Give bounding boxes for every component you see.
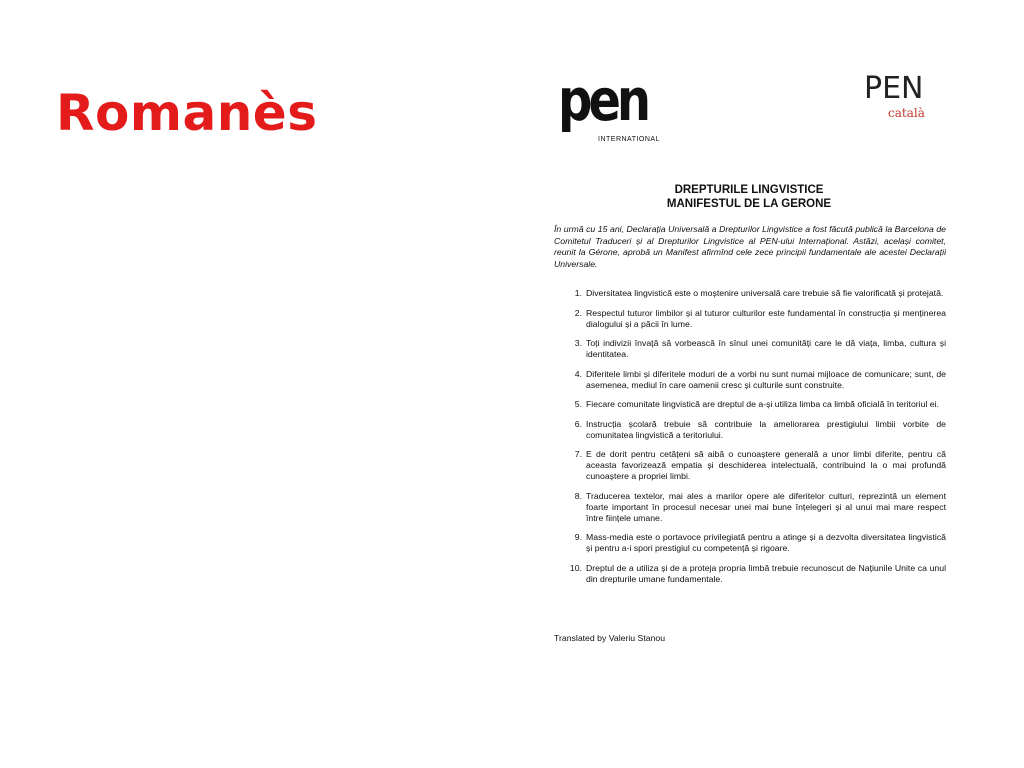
slide-title: Romanès bbox=[56, 84, 318, 142]
item-number: 10. bbox=[569, 562, 582, 573]
translator-credit: Translated by Valeriu Stanou bbox=[554, 633, 666, 643]
item-text: Instrucția școlară trebuie să contribuie la ameliorarea prestigiului limbii vorbite de comunitatea lingvistică a teritoriului. bbox=[586, 418, 946, 440]
pen-catala-logo-sub: català bbox=[888, 106, 925, 120]
item-text: Fiecare comunitate lingvistică are dreptul de a-și utiliza limba ca limbă oficială în teritoriul ei. bbox=[586, 399, 939, 409]
item-text: Toți indivizii învață să vorbească în sînul unei comunități care le dă viața, limba, cultura și identitatea. bbox=[586, 338, 946, 359]
item-number: 7. bbox=[574, 449, 582, 459]
list-item bbox=[554, 449, 946, 482]
item-number: 9. bbox=[574, 532, 582, 542]
pen-international-logo-word: pen bbox=[558, 67, 648, 135]
list-item bbox=[554, 532, 946, 554]
item-number: 8. bbox=[574, 490, 582, 501]
list-item bbox=[554, 563, 946, 585]
manifesto-document bbox=[548, 66, 950, 656]
item-number: 6. bbox=[574, 418, 582, 429]
list-item bbox=[554, 308, 946, 330]
item-text: Dreptul de a utiliza și de a proteja propria limbă trebuie recunoscut de Națiunile Unite ca unul din drepturile umane fundamentale. bbox=[586, 562, 946, 584]
item-number: 2. bbox=[574, 307, 582, 318]
item-number: 3. bbox=[574, 338, 582, 348]
list-item bbox=[554, 369, 946, 391]
document-title-line1: DREPTURILE LINGVISTICE bbox=[674, 184, 824, 196]
item-number: 5. bbox=[574, 399, 582, 409]
list-item bbox=[554, 419, 946, 441]
pen-international-logo bbox=[558, 67, 660, 143]
list-item bbox=[554, 288, 946, 299]
item-text: Diversitatea lingvistică este o moștenire universală care trebuie să fie valorificată și protejată. bbox=[586, 288, 944, 298]
item-number: 1. bbox=[574, 288, 582, 298]
principles-list bbox=[554, 288, 946, 593]
list-item bbox=[554, 338, 946, 360]
item-text: Diferitele limbi și diferitele moduri de a vorbi nu sunt numai mijloace de comunicare; sunt, de asemenea, mediul în care oamenii cresc și culturile sunt construite. bbox=[586, 368, 946, 390]
pen-catala-logo-word: PEN bbox=[864, 71, 924, 106]
document-title bbox=[548, 183, 950, 211]
document-intro: În urmă cu 15 ani, Declarația Universală a Drepturilor Lingvistice a fost făcută publică la Barcelona de Comitetul Traduceri și al Drepturilor Lingvistice al PEN-ului Internațional. Astăzi, același comitet, reunit la Gérone, aprobă un Manifest afirmînd cele zece principii fundamentale ale acestei Declarații Universale. bbox=[554, 224, 946, 270]
pen-international-logo-sub: INTERNATIONAL bbox=[598, 136, 660, 143]
item-text: Mass-media este o portavoce privilegiată pentru a atinge și a dezvolta diversitatea lingvistică și pentru a-i spori prestigiul cu competență și rigoare. bbox=[586, 532, 946, 553]
item-number: 4. bbox=[574, 368, 582, 379]
item-text: E de dorit pentru cetățeni să aibă o cunoaștere generală a unor limbi diferite, pentru că aceasta favorizează empatia și deschiderea intelectuală, contribuind la o mai profundă cunoaștere a propriei limbi. bbox=[586, 449, 946, 481]
pen-catala-logo bbox=[864, 71, 946, 144]
document-title-line2: MANIFESTUL DE LA GERONE bbox=[666, 198, 832, 210]
item-text: Traducerea textelor, mai ales a marilor opere ale diferitelor culturi, reprezintă un element foarte important în procesul necesar unei mai bune înțelegeri și al unui mai mare respect între ființele umane. bbox=[586, 490, 946, 523]
list-item bbox=[554, 491, 946, 524]
item-text: Respectul tuturor limbilor și al tuturor culturilor este fundamental în construcția și menținerea dialogului și a păcii în lume. bbox=[586, 307, 946, 329]
list-item bbox=[554, 399, 946, 410]
